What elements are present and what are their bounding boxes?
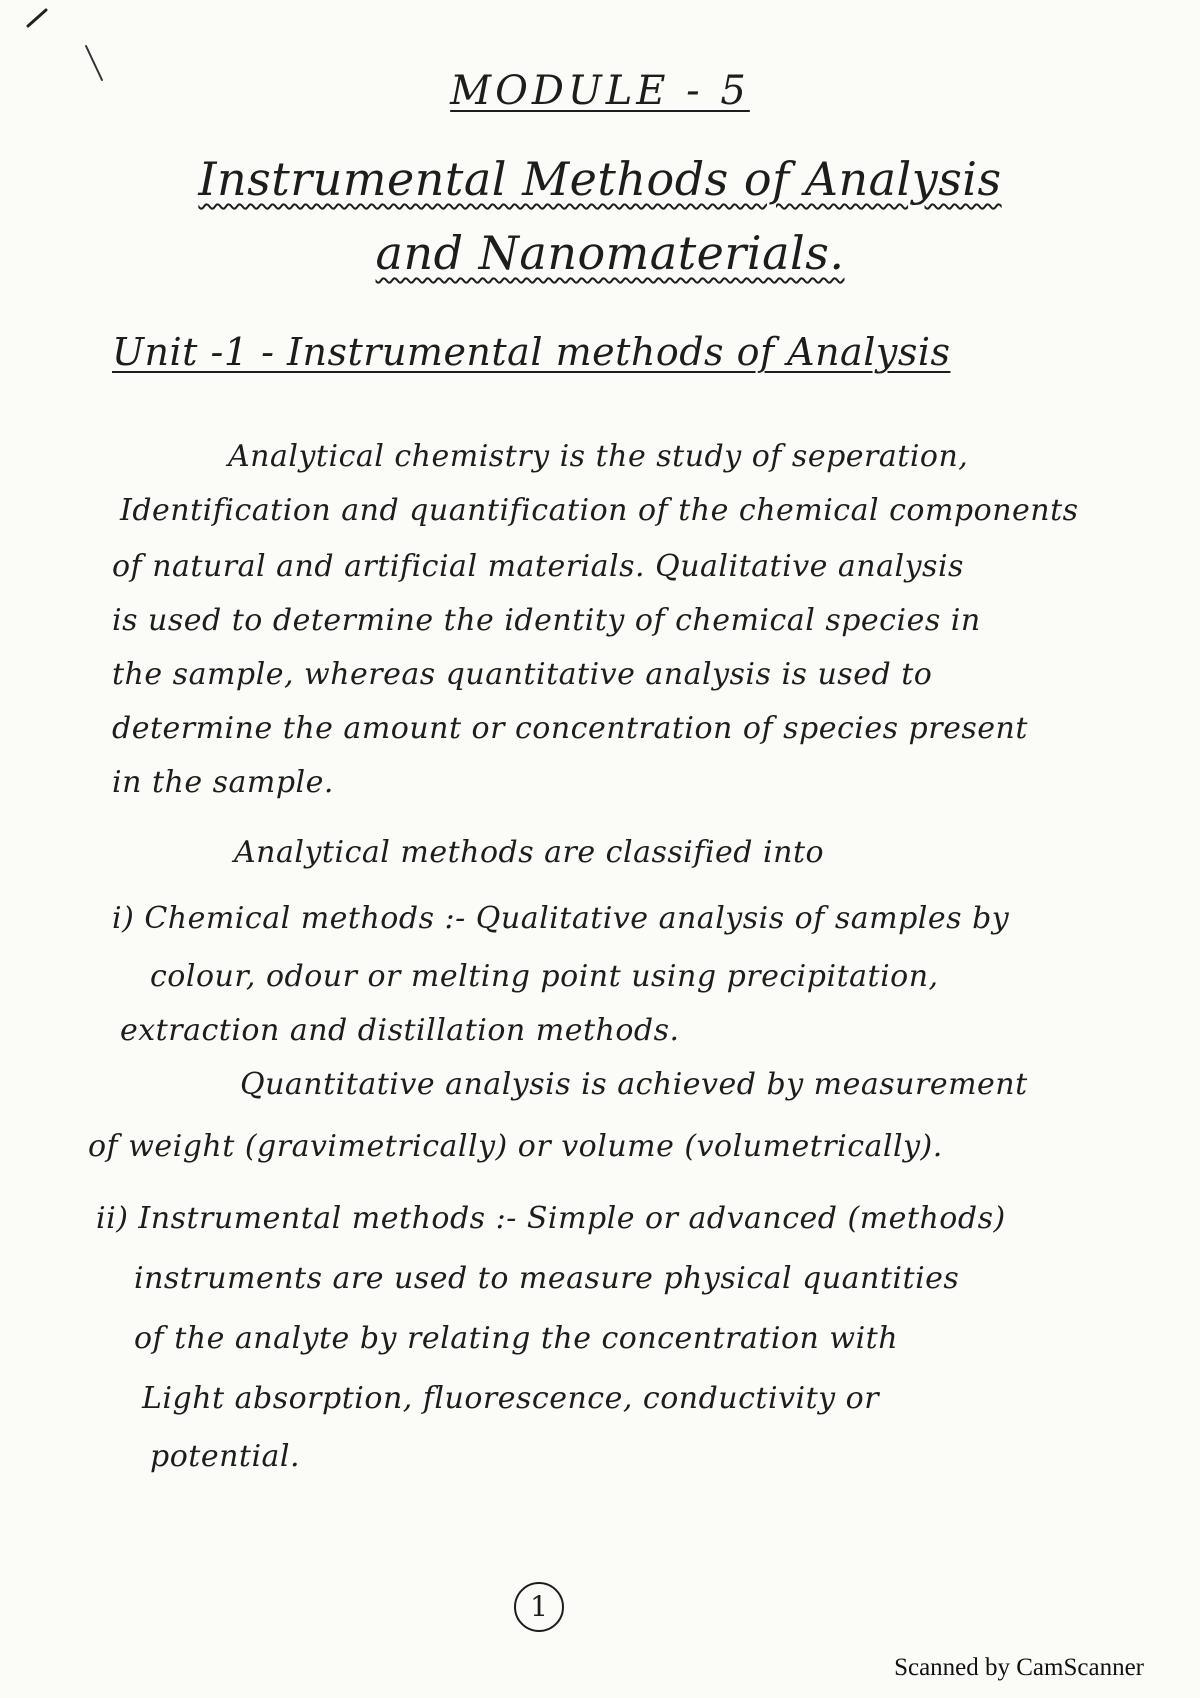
unit-heading: Unit -1 - Instrumental methods of Analysis xyxy=(112,330,951,374)
chemical-methods-line: Quantitative analysis is achieved by measurement xyxy=(240,1067,1028,1102)
instrumental-methods-line: instruments are used to measure physical quantities xyxy=(134,1261,960,1296)
instrumental-methods-line: potential. xyxy=(150,1439,301,1474)
chemical-methods-line: colour, odour or melting point using precipitation, xyxy=(150,959,939,994)
chemical-methods-line: extraction and distillation methods. xyxy=(120,1013,680,1048)
instrumental-methods-line: ii) Instrumental methods :- Simple or advanced (methods) xyxy=(96,1201,1006,1236)
paragraph-line: determine the amount or concentration of species present xyxy=(112,711,1028,746)
paragraph-line: in the sample. xyxy=(112,765,334,800)
classification-intro: Analytical methods are classified into xyxy=(234,835,825,870)
paragraph-line: is used to determine the identity of chemical species in xyxy=(112,603,981,638)
chemical-methods-line: i) Chemical methods :- Qualitative analysis of samples by xyxy=(112,901,1010,936)
paragraph-line: Identification and quantification of the chemical components xyxy=(120,493,1079,528)
main-title-line-2: and Nanomaterials. xyxy=(375,226,845,280)
main-title-line-1: Instrumental Methods of Analysis xyxy=(198,152,1002,206)
module-title: MODULE - 5 xyxy=(450,68,750,114)
page-number: 1 xyxy=(514,1582,564,1632)
instrumental-methods-line: of the analyte by relating the concentration with xyxy=(134,1321,899,1356)
paragraph-line: of natural and artificial materials. Qualitative analysis xyxy=(112,549,964,584)
paragraph-line: the sample, whereas quantitative analysis is used to xyxy=(112,657,933,692)
instrumental-methods-line: Light absorption, fluorescence, conductivity or xyxy=(142,1381,880,1416)
scanner-watermark: Scanned by CamScanner xyxy=(894,1654,1144,1681)
paragraph-line: Analytical chemistry is the study of seperation, xyxy=(228,439,969,474)
chemical-methods-line: of weight (gravimetrically) or volume (volumetrically). xyxy=(88,1129,943,1164)
